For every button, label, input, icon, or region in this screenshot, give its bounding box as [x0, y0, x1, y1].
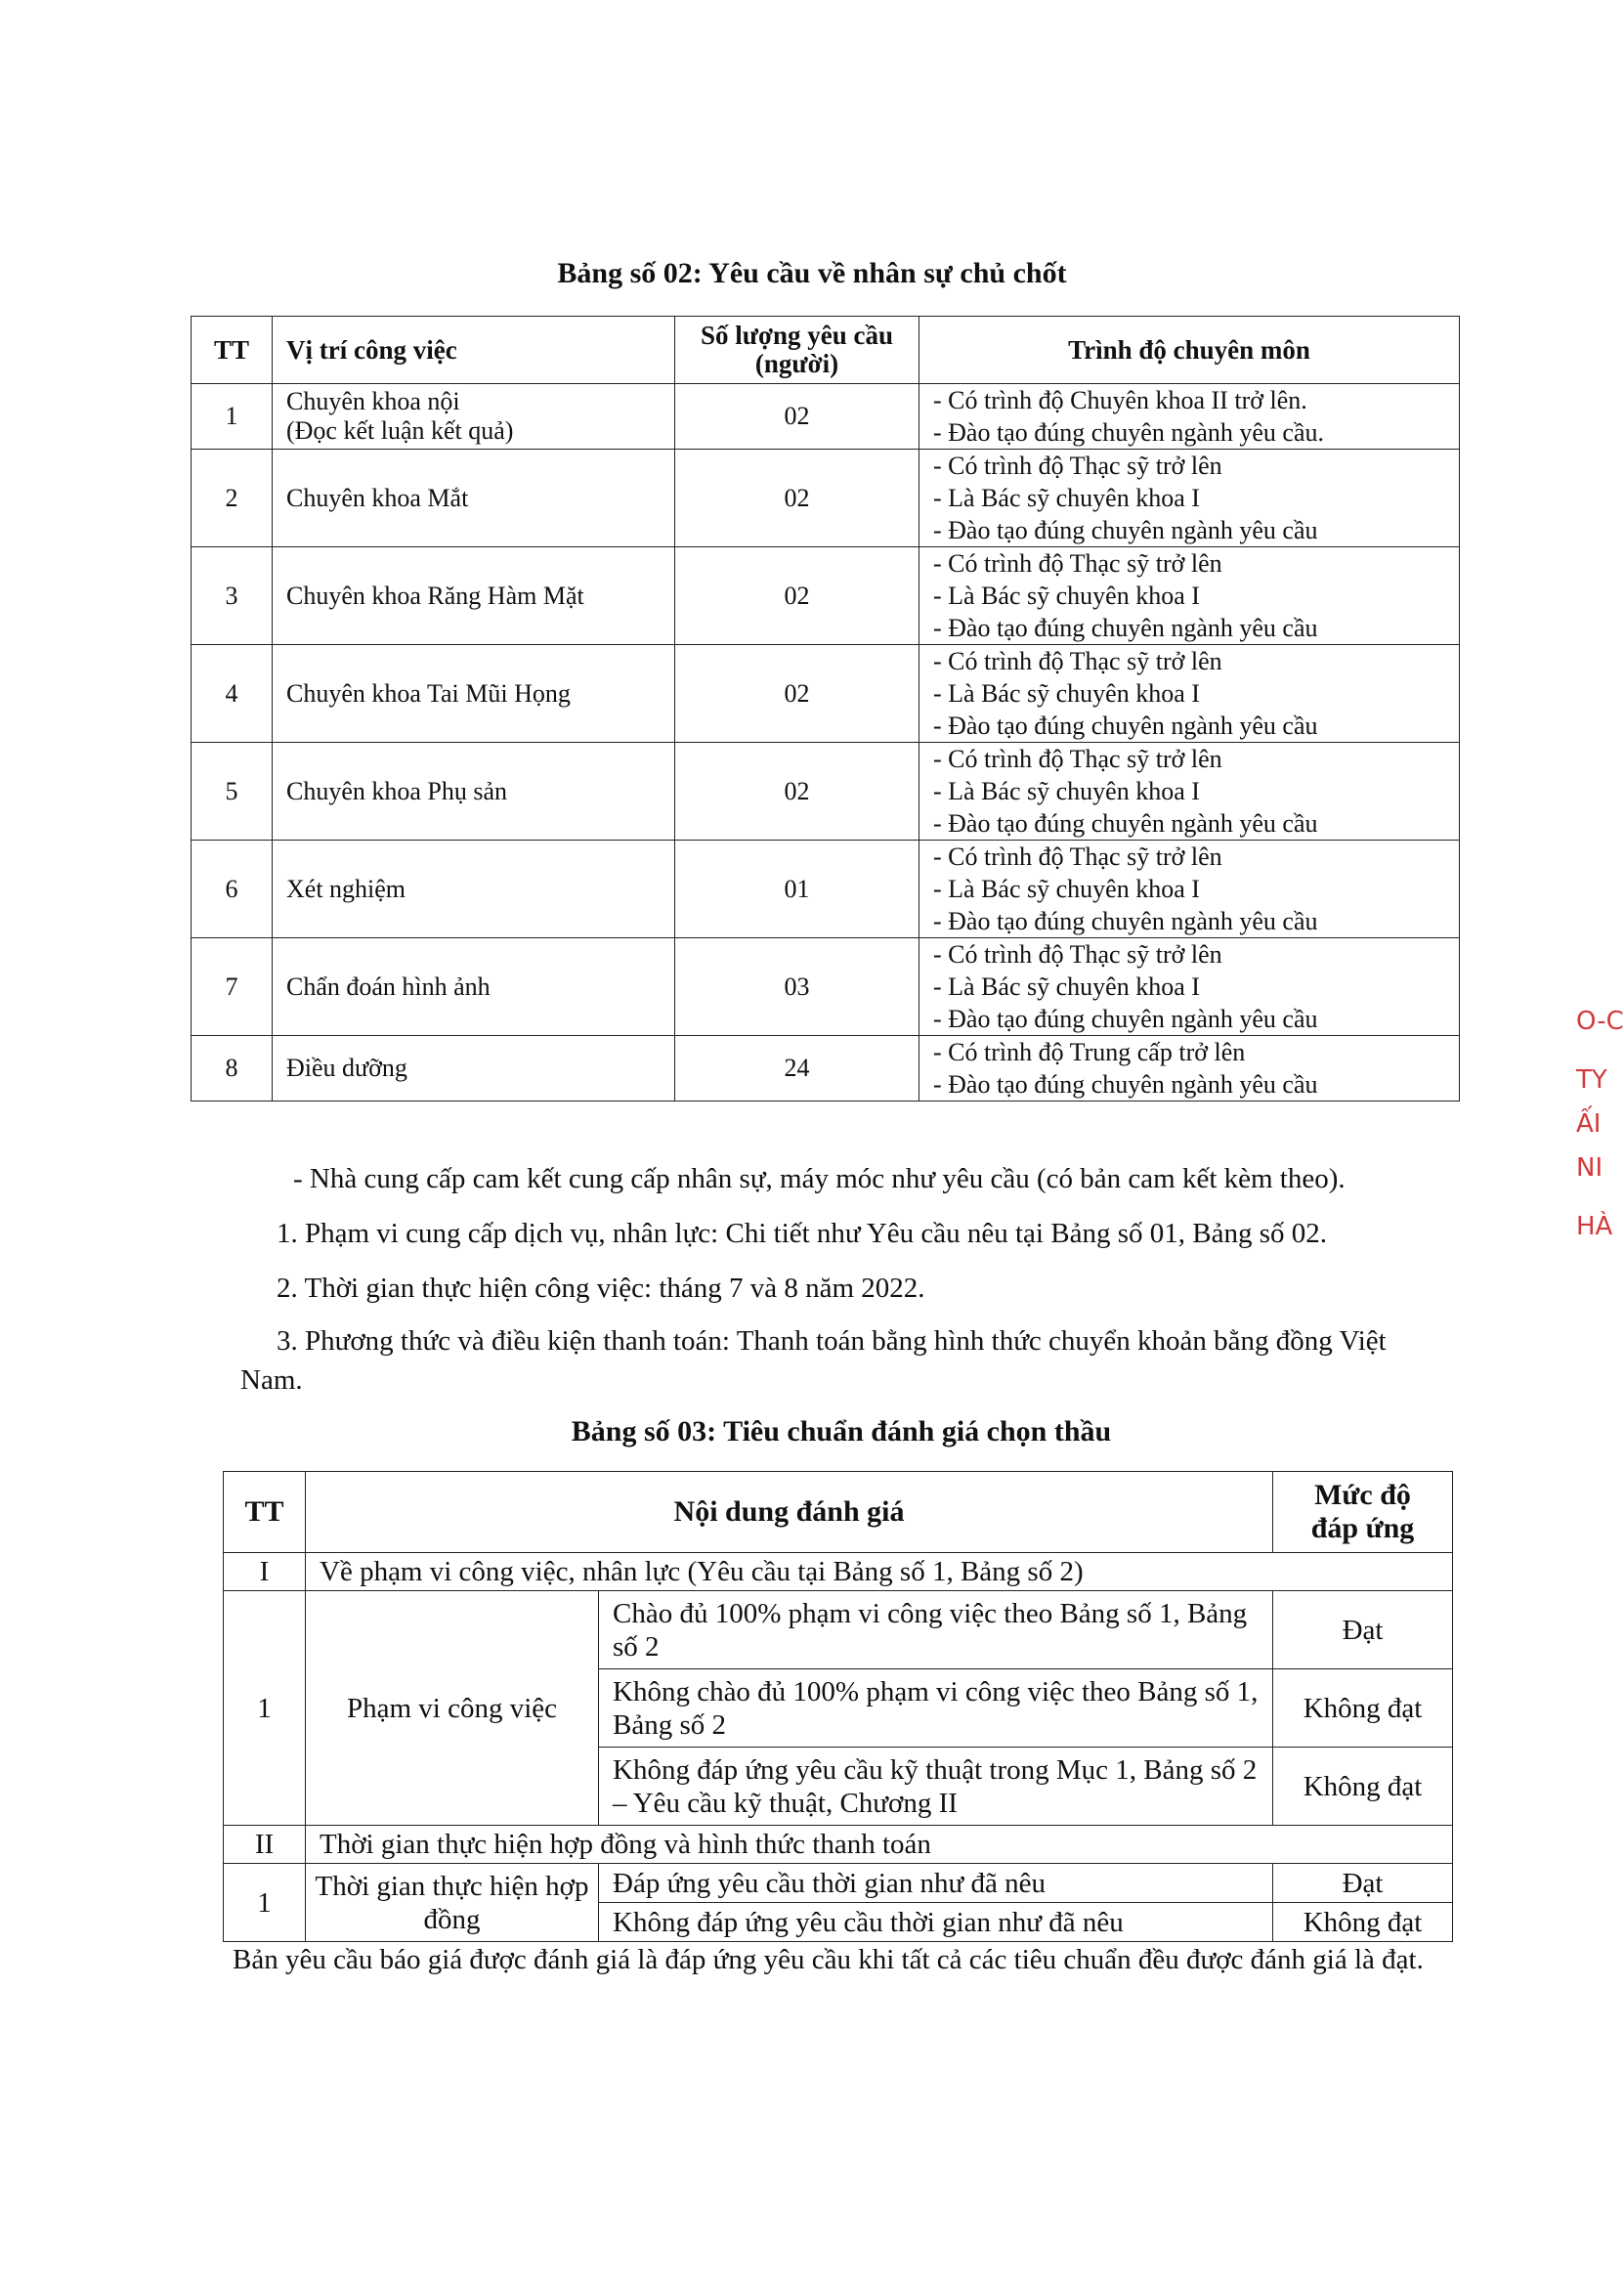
row-quantity: 24	[675, 1036, 919, 1102]
row-tt: 4	[192, 645, 273, 743]
row-quantity: 03	[675, 938, 919, 1036]
row-quantity: 01	[675, 841, 919, 938]
header-level	[1273, 1472, 1453, 1553]
item-tt: 1	[224, 1591, 306, 1826]
commitment-paragraph: - Nhà cung cấp cam kết cung cấp nhân sự, máy móc như yêu cầu (có bản cam kết kèm theo).	[293, 1163, 1346, 1194]
table-row	[192, 938, 1460, 1036]
row-tt: 8	[192, 1036, 273, 1102]
stamp-text: HÀ	[1576, 1212, 1613, 1241]
criterion-text: Đáp ứng yêu cầu thời gian như đã nêu	[599, 1864, 1273, 1903]
table-header-row	[192, 317, 1460, 384]
header-position: Vị trí công việc	[273, 317, 675, 384]
position-line: Chuyên khoa Tai Mũi Họng	[286, 678, 571, 708]
qualification-line: - Là Bác sỹ chuyên khoa I	[933, 972, 1200, 1001]
qualification-line: - Có trình độ Thạc sỹ trở lên	[933, 549, 1222, 578]
qualification-line: - Đào tạo đúng chuyên ngành yêu cầu	[933, 1005, 1318, 1033]
qualification-line: - Đào tạo đúng chuyên ngành yêu cầu	[933, 516, 1318, 544]
qualification-line: - Đào tạo đúng chuyên ngành yêu cầu	[933, 712, 1318, 740]
row-qualification	[919, 450, 1460, 547]
row-position	[273, 450, 675, 547]
row-position	[273, 1036, 675, 1102]
qualification-line: - Là Bác sỹ chuyên khoa I	[933, 679, 1200, 708]
header-level-line2: đáp ứng	[1310, 1512, 1415, 1544]
criterion-text: Không đáp ứng yêu cầu kỹ thuật trong Mục 1, Bảng số 2 – Yêu cầu kỹ thuật, Chương II	[599, 1748, 1273, 1826]
row-position	[273, 547, 675, 645]
criterion-result: Không đạt	[1273, 1903, 1453, 1942]
criterion-text: Không đáp ứng yêu cầu thời gian như đã nêu	[599, 1903, 1273, 1942]
row-position	[273, 645, 675, 743]
qualification-line: - Đào tạo đúng chuyên ngành yêu cầu	[933, 614, 1318, 642]
stamp-text: O-C	[1576, 1007, 1624, 1036]
qualification-line: - Có trình độ Thạc sỹ trở lên	[933, 843, 1222, 871]
stamp-text: NI	[1576, 1153, 1603, 1183]
position-line: Chuyên khoa Mắt	[286, 483, 469, 512]
position-line: Chuyên khoa nội	[286, 387, 460, 415]
row-tt: 6	[192, 841, 273, 938]
scope-paragraph: 1. Phạm vi cung cấp dịch vụ, nhân lực: Chi tiết như Yêu cầu nêu tại Bảng số 01, Bảng số 02.	[277, 1218, 1327, 1249]
table-row	[192, 384, 1460, 450]
qualification-line: - Có trình độ Thạc sỹ trở lên	[933, 940, 1222, 969]
row-quantity: 02	[675, 547, 919, 645]
header-tt: TT	[224, 1472, 306, 1553]
section-title: Thời gian thực hiện hợp đồng và hình thức thanh toán	[306, 1826, 1453, 1864]
qualification-line: - Có trình độ Thạc sỹ trở lên	[933, 745, 1222, 773]
payment-paragraph: 3. Phương thức và điều kiện thanh toán: Thanh toán bằng hình thức chuyển khoản bằng đồng Việt Nam.	[240, 1325, 1387, 1396]
section-title: Về phạm vi công việc, nhân lực (Yêu cầu tại Bảng số 1, Bảng số 2)	[306, 1553, 1453, 1591]
section-tt: I	[224, 1553, 306, 1591]
row-qualification	[919, 938, 1460, 1036]
row-quantity: 02	[675, 384, 919, 450]
row-position	[273, 841, 675, 938]
section-row	[224, 1826, 1453, 1864]
row-qualification	[919, 1036, 1460, 1102]
row-tt: 1	[192, 384, 273, 450]
row-quantity: 02	[675, 645, 919, 743]
table-row	[192, 1036, 1460, 1102]
row-qualification	[919, 743, 1460, 841]
qualification-line: - Có trình độ Thạc sỹ trở lên	[933, 647, 1222, 675]
row-quantity: 02	[675, 743, 919, 841]
company-stamp	[1568, 987, 1624, 1241]
row-qualification	[919, 841, 1460, 938]
stamp-text: TY	[1576, 1065, 1607, 1095]
qualification-line: - Có trình độ Trung cấp trở lên	[933, 1038, 1246, 1066]
table-row	[192, 450, 1460, 547]
item-name: Thời gian thực hiện hợp đồng	[306, 1864, 599, 1942]
evaluation-table	[223, 1471, 1453, 1942]
personnel-table	[191, 316, 1460, 1102]
row-qualification	[919, 547, 1460, 645]
row-tt: 2	[192, 450, 273, 547]
position-line: Chuyên khoa Răng Hàm Mặt	[286, 581, 584, 610]
row-tt: 3	[192, 547, 273, 645]
time-paragraph: 2. Thời gian thực hiện công việc: tháng 7 và 8 năm 2022.	[277, 1273, 925, 1304]
qualification-line: - Đào tạo đúng chuyên ngành yêu cầu	[933, 907, 1318, 935]
qualification-line: - Là Bác sỹ chuyên khoa I	[933, 484, 1200, 512]
table-header-row	[224, 1472, 1453, 1553]
table-row	[192, 841, 1460, 938]
qualification-line: - Là Bác sỹ chuyên khoa I	[933, 875, 1200, 903]
position-line: (Đọc kết luận kết quả)	[286, 416, 514, 445]
table2-title: Bảng số 02: Yêu cầu về nhân sự chủ chốt	[557, 257, 1067, 289]
qualification-line: - Là Bác sỹ chuyên khoa I	[933, 777, 1200, 805]
header-qualification: Trình độ chuyên môn	[919, 317, 1460, 384]
row-quantity: 02	[675, 450, 919, 547]
section-tt: II	[224, 1826, 306, 1864]
qualification-line: - Đào tạo đúng chuyên ngành yêu cầu.	[933, 418, 1324, 447]
header-quantity: Số lượng yêu cầu (người)	[675, 317, 919, 384]
row-position	[273, 384, 675, 450]
header-content: Nội dung đánh giá	[306, 1472, 1273, 1553]
item-name: Phạm vi công việc	[306, 1591, 599, 1826]
row-position	[273, 743, 675, 841]
section-row	[224, 1553, 1453, 1591]
criterion-result: Đạt	[1273, 1591, 1453, 1669]
table-row	[224, 1864, 1453, 1903]
criterion-result: Không đạt	[1273, 1669, 1453, 1748]
row-qualification	[919, 645, 1460, 743]
table3-title: Bảng số 03: Tiêu chuẩn đánh giá chọn thầu	[571, 1415, 1112, 1447]
stamp-text: ẤI	[1576, 1109, 1602, 1139]
criterion-result: Không đạt	[1273, 1748, 1453, 1826]
row-position	[273, 938, 675, 1036]
criterion-text: Không chào đủ 100% phạm vi công việc theo Bảng số 1, Bảng số 2	[599, 1669, 1273, 1748]
qualification-line: - Có trình độ Chuyên khoa II trở lên.	[933, 386, 1307, 414]
conclusion-paragraph: Bản yêu cầu báo giá được đánh giá là đáp ứng yêu cầu khi tất cả các tiêu chuẩn đều được đánh giá là đạt.	[233, 1944, 1424, 1975]
criterion-result: Đạt	[1273, 1864, 1453, 1903]
position-line: Xét nghiệm	[286, 874, 406, 903]
table-row	[224, 1591, 1453, 1669]
item-tt: 1	[224, 1864, 306, 1942]
qualification-line: - Đào tạo đúng chuyên ngành yêu cầu	[933, 809, 1318, 838]
row-tt: 5	[192, 743, 273, 841]
table-row	[192, 547, 1460, 645]
qualification-line: - Có trình độ Thạc sỹ trở lên	[933, 452, 1222, 480]
qualification-line: - Là Bác sỹ chuyên khoa I	[933, 582, 1200, 610]
position-line: Chẩn đoán hình ảnh	[286, 972, 491, 1001]
criterion-text: Chào đủ 100% phạm vi công việc theo Bảng số 1, Bảng số 2	[599, 1591, 1273, 1669]
table-row	[192, 743, 1460, 841]
table-row	[192, 645, 1460, 743]
header-tt: TT	[192, 317, 273, 384]
position-line: Điều dưỡng	[286, 1054, 407, 1082]
row-tt: 7	[192, 938, 273, 1036]
position-line: Chuyên khoa Phụ sản	[286, 776, 508, 805]
header-level-line1: Mức độ	[1314, 1479, 1411, 1511]
row-qualification	[919, 384, 1460, 450]
qualification-line: - Đào tạo đúng chuyên ngành yêu cầu	[933, 1070, 1318, 1099]
